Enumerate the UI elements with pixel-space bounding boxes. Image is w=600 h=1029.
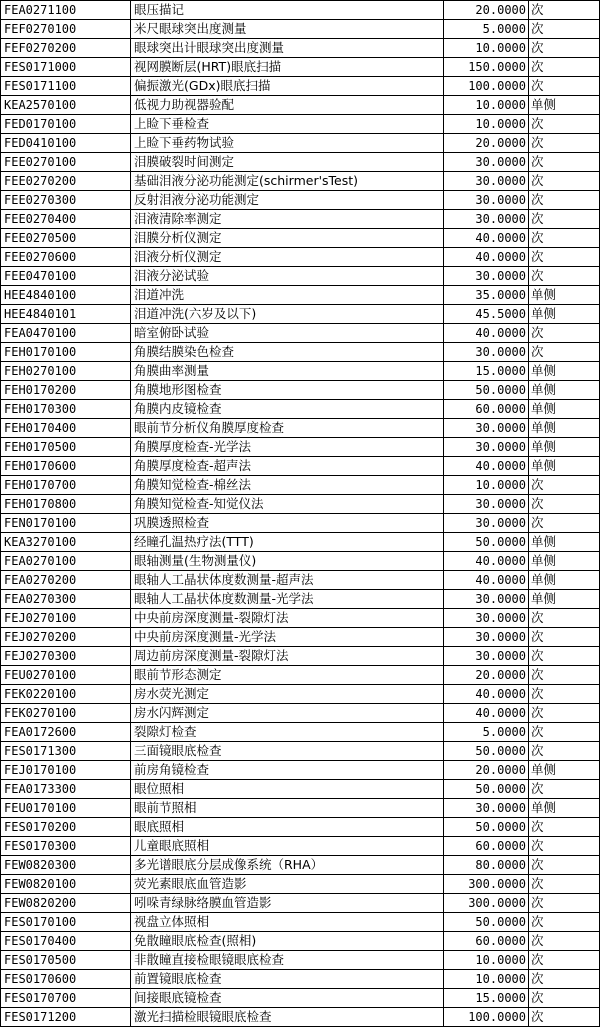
- item-price-cell: 40.0000: [444, 552, 529, 571]
- item-name-cell: 泪液分析仪测定: [131, 248, 444, 267]
- item-code-cell: FEA0470100: [1, 324, 131, 343]
- table-row: [1, 647, 600, 666]
- item-unit-cell: 次: [529, 495, 600, 514]
- table-row: [1, 248, 600, 267]
- table-row: [1, 229, 600, 248]
- item-unit-cell: 次: [529, 685, 600, 704]
- table-row: [1, 590, 600, 609]
- item-unit-cell: 次: [529, 856, 600, 875]
- item-code-cell: FEH0170600: [1, 457, 131, 476]
- item-price-cell: 5.0000: [444, 723, 529, 742]
- item-unit-cell: 次: [529, 324, 600, 343]
- item-name-cell: 上睑下垂药物试验: [131, 134, 444, 153]
- item-price-cell: 10.0000: [444, 970, 529, 989]
- item-code-cell: FES0170400: [1, 932, 131, 951]
- table-row: [1, 400, 600, 419]
- item-price-cell: 50.0000: [444, 381, 529, 400]
- table-row: [1, 438, 600, 457]
- item-code-cell: FES0171300: [1, 742, 131, 761]
- item-price-cell: 100.0000: [444, 77, 529, 96]
- item-code-cell: FEK0270100: [1, 704, 131, 723]
- table-row: [1, 381, 600, 400]
- item-price-cell: 40.0000: [444, 704, 529, 723]
- table-row: [1, 191, 600, 210]
- item-name-cell: 经瞳孔温热疗法(TTT): [131, 533, 444, 552]
- item-price-cell: 15.0000: [444, 989, 529, 1008]
- item-price-cell: 10.0000: [444, 39, 529, 58]
- item-unit-cell: 单侧: [529, 362, 600, 381]
- item-name-cell: 基础泪液分泌功能测定(schirmer'sTest): [131, 172, 444, 191]
- item-price-cell: 10.0000: [444, 115, 529, 134]
- table-row: [1, 533, 600, 552]
- item-unit-cell: 单侧: [529, 286, 600, 305]
- item-name-cell: 眼底照相: [131, 818, 444, 837]
- item-name-cell: 裂隙灯检查: [131, 723, 444, 742]
- table-row: [1, 514, 600, 533]
- table-row: [1, 856, 600, 875]
- item-unit-cell: 次: [529, 742, 600, 761]
- item-name-cell: 前房角镜检查: [131, 761, 444, 780]
- table-row: [1, 305, 600, 324]
- item-code-cell: FEJ0270100: [1, 609, 131, 628]
- table-row: [1, 837, 600, 856]
- item-unit-cell: 次: [529, 115, 600, 134]
- item-price-cell: 40.0000: [444, 229, 529, 248]
- item-price-cell: 45.5000: [444, 305, 529, 324]
- table-row: [1, 818, 600, 837]
- item-name-cell: 泪道冲洗(六岁及以下): [131, 305, 444, 324]
- item-name-cell: 间接眼底镜检查: [131, 989, 444, 1008]
- item-price-cell: 10.0000: [444, 476, 529, 495]
- item-name-cell: 眼位照相: [131, 780, 444, 799]
- table-row: [1, 96, 600, 115]
- item-code-cell: KEA2570100: [1, 96, 131, 115]
- item-unit-cell: 次: [529, 875, 600, 894]
- item-price-cell: 50.0000: [444, 780, 529, 799]
- item-name-cell: 角膜知觉检查-知觉仪法: [131, 495, 444, 514]
- item-unit-cell: 次: [529, 476, 600, 495]
- item-name-cell: 眼轴人工晶状体度数测量-光学法: [131, 590, 444, 609]
- table-row: [1, 989, 600, 1008]
- table-row: [1, 324, 600, 343]
- table-row: [1, 780, 600, 799]
- item-unit-cell: 次: [529, 1, 600, 20]
- item-unit-cell: 单侧: [529, 457, 600, 476]
- table-row: [1, 742, 600, 761]
- table-row: [1, 951, 600, 970]
- item-name-cell: 中央前房深度测量-裂隙灯法: [131, 609, 444, 628]
- item-code-cell: HEE4840101: [1, 305, 131, 324]
- table-row: [1, 153, 600, 172]
- item-code-cell: FEW0820200: [1, 894, 131, 913]
- item-code-cell: FEH0170100: [1, 343, 131, 362]
- item-code-cell: FEH0170700: [1, 476, 131, 495]
- table-row: [1, 286, 600, 305]
- item-name-cell: 暗室俯卧试验: [131, 324, 444, 343]
- item-unit-cell: 单侧: [529, 400, 600, 419]
- table-row: [1, 761, 600, 780]
- table-row: [1, 210, 600, 229]
- item-unit-cell: 次: [529, 609, 600, 628]
- item-code-cell: FEJ0270300: [1, 647, 131, 666]
- table-row: [1, 609, 600, 628]
- item-price-cell: 50.0000: [444, 818, 529, 837]
- item-name-cell: 眼轴人工晶状体度数测量-超声法: [131, 571, 444, 590]
- item-unit-cell: 次: [529, 894, 600, 913]
- item-name-cell: 泪膜分析仪测定: [131, 229, 444, 248]
- item-name-cell: 角膜曲率测量: [131, 362, 444, 381]
- item-code-cell: FEJ0270200: [1, 628, 131, 647]
- item-name-cell: 眼轴测量(生物测量仪): [131, 552, 444, 571]
- item-price-cell: 300.0000: [444, 875, 529, 894]
- item-price-cell: 30.0000: [444, 210, 529, 229]
- item-unit-cell: 次: [529, 704, 600, 723]
- item-name-cell: 泪液清除率测定: [131, 210, 444, 229]
- item-unit-cell: 次: [529, 932, 600, 951]
- item-name-cell: 眼球突出计眼球突出度测量: [131, 39, 444, 58]
- table-row: [1, 172, 600, 191]
- item-code-cell: FEA0271100: [1, 1, 131, 20]
- item-unit-cell: 次: [529, 210, 600, 229]
- item-name-cell: 角膜知觉检查-棉丝法: [131, 476, 444, 495]
- item-code-cell: FEH0270100: [1, 362, 131, 381]
- item-unit-cell: 次: [529, 267, 600, 286]
- item-unit-cell: 次: [529, 818, 600, 837]
- item-price-cell: 30.0000: [444, 172, 529, 191]
- item-price-cell: 30.0000: [444, 267, 529, 286]
- item-price-cell: 30.0000: [444, 419, 529, 438]
- item-code-cell: FES0171100: [1, 77, 131, 96]
- table-row: [1, 134, 600, 153]
- item-name-cell: 角膜内皮镜检查: [131, 400, 444, 419]
- item-code-cell: FEN0170100: [1, 514, 131, 533]
- item-price-cell: 50.0000: [444, 742, 529, 761]
- item-unit-cell: 单侧: [529, 381, 600, 400]
- item-unit-cell: 单侧: [529, 438, 600, 457]
- item-unit-cell: 次: [529, 970, 600, 989]
- item-unit-cell: 次: [529, 837, 600, 856]
- item-price-cell: 100.0000: [444, 1008, 529, 1027]
- item-price-cell: 30.0000: [444, 514, 529, 533]
- item-price-cell: 20.0000: [444, 134, 529, 153]
- item-price-cell: 30.0000: [444, 647, 529, 666]
- item-name-cell: 偏振激光(GDx)眼底扫描: [131, 77, 444, 96]
- table-row: [1, 571, 600, 590]
- table-row: [1, 115, 600, 134]
- table-row: [1, 685, 600, 704]
- table-row: [1, 267, 600, 286]
- item-code-cell: FEH0170800: [1, 495, 131, 514]
- item-name-cell: 上睑下垂检查: [131, 115, 444, 134]
- item-code-cell: FES0170300: [1, 837, 131, 856]
- item-unit-cell: 次: [529, 514, 600, 533]
- item-name-cell: 米尺眼球突出度测量: [131, 20, 444, 39]
- item-code-cell: FEA0172600: [1, 723, 131, 742]
- item-code-cell: FES0170700: [1, 989, 131, 1008]
- item-name-cell: 眼压描记: [131, 1, 444, 20]
- item-code-cell: FES0170200: [1, 818, 131, 837]
- item-unit-cell: 次: [529, 1008, 600, 1027]
- table-row: [1, 77, 600, 96]
- item-code-cell: FEF0270200: [1, 39, 131, 58]
- item-code-cell: FEE0270600: [1, 248, 131, 267]
- item-code-cell: FES0170600: [1, 970, 131, 989]
- item-code-cell: FEH0170500: [1, 438, 131, 457]
- item-name-cell: 荧光素眼底血管造影: [131, 875, 444, 894]
- item-price-cell: 30.0000: [444, 590, 529, 609]
- table-row: [1, 666, 600, 685]
- item-unit-cell: 次: [529, 647, 600, 666]
- item-name-cell: 前置镜眼底检查: [131, 970, 444, 989]
- table-row: [1, 932, 600, 951]
- item-code-cell: FEE0270500: [1, 229, 131, 248]
- item-name-cell: 激光扫描检眼镜眼底检查: [131, 1008, 444, 1027]
- item-unit-cell: 单侧: [529, 799, 600, 818]
- table-row: [1, 628, 600, 647]
- table-row: [1, 799, 600, 818]
- item-code-cell: FEA0270100: [1, 552, 131, 571]
- item-unit-cell: 单侧: [529, 590, 600, 609]
- item-unit-cell: 次: [529, 628, 600, 647]
- item-price-cell: 20.0000: [444, 761, 529, 780]
- item-price-cell: 50.0000: [444, 533, 529, 552]
- item-price-cell: 80.0000: [444, 856, 529, 875]
- item-unit-cell: 次: [529, 39, 600, 58]
- item-price-cell: 30.0000: [444, 343, 529, 362]
- item-name-cell: 非散瞳直接检眼镜眼底检查: [131, 951, 444, 970]
- item-price-cell: 40.0000: [444, 571, 529, 590]
- item-name-cell: 眼前节形态测定: [131, 666, 444, 685]
- table-row: [1, 875, 600, 894]
- item-name-cell: 泪膜破裂时间测定: [131, 153, 444, 172]
- price-table-body: [1, 1, 600, 1027]
- item-price-cell: 20.0000: [444, 1, 529, 20]
- item-name-cell: 眼前节分析仪角膜厚度检查: [131, 419, 444, 438]
- item-price-cell: 30.0000: [444, 438, 529, 457]
- item-price-cell: 15.0000: [444, 362, 529, 381]
- table-row: [1, 552, 600, 571]
- table-row: [1, 58, 600, 77]
- table-row: [1, 362, 600, 381]
- item-code-cell: FEJ0170100: [1, 761, 131, 780]
- item-unit-cell: 单侧: [529, 419, 600, 438]
- table-row: [1, 20, 600, 39]
- item-code-cell: FES0170100: [1, 913, 131, 932]
- item-name-cell: 角膜厚度检查-光学法: [131, 438, 444, 457]
- item-unit-cell: 次: [529, 723, 600, 742]
- item-name-cell: 巩膜透照检查: [131, 514, 444, 533]
- item-unit-cell: 次: [529, 172, 600, 191]
- item-price-cell: 40.0000: [444, 685, 529, 704]
- table-row: [1, 343, 600, 362]
- item-unit-cell: 次: [529, 191, 600, 210]
- item-name-cell: 免散瞳眼底检查(照相): [131, 932, 444, 951]
- item-price-cell: 20.0000: [444, 666, 529, 685]
- item-price-cell: 40.0000: [444, 248, 529, 267]
- item-price-cell: 30.0000: [444, 799, 529, 818]
- item-price-cell: 300.0000: [444, 894, 529, 913]
- item-code-cell: FEK0220100: [1, 685, 131, 704]
- item-unit-cell: 次: [529, 780, 600, 799]
- item-price-cell: 60.0000: [444, 837, 529, 856]
- item-price-cell: 35.0000: [444, 286, 529, 305]
- item-name-cell: 儿童眼底照相: [131, 837, 444, 856]
- item-unit-cell: 单侧: [529, 305, 600, 324]
- item-price-cell: 10.0000: [444, 96, 529, 115]
- item-name-cell: 角膜厚度检查-超声法: [131, 457, 444, 476]
- item-name-cell: 房水闪辉测定: [131, 704, 444, 723]
- item-code-cell: FEW0820300: [1, 856, 131, 875]
- item-price-cell: 30.0000: [444, 628, 529, 647]
- item-code-cell: FEF0270100: [1, 20, 131, 39]
- item-code-cell: FEE0270100: [1, 153, 131, 172]
- item-code-cell: FED0170100: [1, 115, 131, 134]
- item-name-cell: 中央前房深度测量-光学法: [131, 628, 444, 647]
- item-unit-cell: 单侧: [529, 571, 600, 590]
- item-unit-cell: 次: [529, 913, 600, 932]
- table-row: [1, 457, 600, 476]
- item-unit-cell: 次: [529, 229, 600, 248]
- table-row: [1, 39, 600, 58]
- item-unit-cell: 次: [529, 134, 600, 153]
- item-price-cell: 40.0000: [444, 324, 529, 343]
- table-row: [1, 913, 600, 932]
- item-price-cell: 60.0000: [444, 400, 529, 419]
- item-price-cell: 10.0000: [444, 951, 529, 970]
- item-name-cell: 三面镜眼底检查: [131, 742, 444, 761]
- item-name-cell: 角膜地形图检查: [131, 381, 444, 400]
- item-price-cell: 30.0000: [444, 609, 529, 628]
- item-unit-cell: 次: [529, 248, 600, 267]
- item-price-cell: 150.0000: [444, 58, 529, 77]
- item-code-cell: FES0171200: [1, 1008, 131, 1027]
- table-row: [1, 723, 600, 742]
- item-code-cell: FEE0270400: [1, 210, 131, 229]
- item-code-cell: FEH0170400: [1, 419, 131, 438]
- item-name-cell: 泪道冲洗: [131, 286, 444, 305]
- table-row: [1, 495, 600, 514]
- item-code-cell: FEA0270200: [1, 571, 131, 590]
- item-code-cell: FEE0270200: [1, 172, 131, 191]
- item-unit-cell: 次: [529, 20, 600, 39]
- item-unit-cell: 单侧: [529, 533, 600, 552]
- item-name-cell: 泪液分泌试验: [131, 267, 444, 286]
- item-code-cell: FEA0270300: [1, 590, 131, 609]
- item-code-cell: HEE4840100: [1, 286, 131, 305]
- item-unit-cell: 次: [529, 989, 600, 1008]
- table-row: [1, 1, 600, 20]
- item-unit-cell: 次: [529, 343, 600, 362]
- item-price-cell: 30.0000: [444, 191, 529, 210]
- item-name-cell: 视网膜断层(HRT)眼底扫描: [131, 58, 444, 77]
- item-name-cell: 反射泪液分泌功能测定: [131, 191, 444, 210]
- item-name-cell: 多光谱眼底分层成像系统（RHA）: [131, 856, 444, 875]
- table-row: [1, 970, 600, 989]
- item-unit-cell: 次: [529, 77, 600, 96]
- item-unit-cell: 次: [529, 666, 600, 685]
- item-name-cell: 低视力助视器验配: [131, 96, 444, 115]
- item-price-cell: 60.0000: [444, 932, 529, 951]
- item-unit-cell: 次: [529, 153, 600, 172]
- item-code-cell: FEE0470100: [1, 267, 131, 286]
- item-code-cell: FEH0170300: [1, 400, 131, 419]
- item-unit-cell: 次: [529, 58, 600, 77]
- table-row: [1, 704, 600, 723]
- item-code-cell: FES0171000: [1, 58, 131, 77]
- item-price-cell: 5.0000: [444, 20, 529, 39]
- item-code-cell: FEA0173300: [1, 780, 131, 799]
- item-code-cell: FED0410100: [1, 134, 131, 153]
- item-unit-cell: 次: [529, 951, 600, 970]
- item-unit-cell: 单侧: [529, 761, 600, 780]
- item-code-cell: FEW0820100: [1, 875, 131, 894]
- item-price-cell: 30.0000: [444, 153, 529, 172]
- item-price-cell: 50.0000: [444, 913, 529, 932]
- item-price-cell: 40.0000: [444, 457, 529, 476]
- item-code-cell: FEU0270100: [1, 666, 131, 685]
- item-code-cell: FES0170500: [1, 951, 131, 970]
- item-unit-cell: 单侧: [529, 552, 600, 571]
- item-unit-cell: 单侧: [529, 96, 600, 115]
- item-name-cell: 眼前节照相: [131, 799, 444, 818]
- item-name-cell: 房水荧光测定: [131, 685, 444, 704]
- item-code-cell: FEE0270300: [1, 191, 131, 210]
- item-price-cell: 30.0000: [444, 495, 529, 514]
- table-row: [1, 1008, 600, 1027]
- item-name-cell: 吲哚青绿脉络膜血管造影: [131, 894, 444, 913]
- item-code-cell: FEH0170200: [1, 381, 131, 400]
- table-row: [1, 419, 600, 438]
- item-code-cell: FEU0170100: [1, 799, 131, 818]
- item-name-cell: 周边前房深度测量-裂隙灯法: [131, 647, 444, 666]
- table-row: [1, 894, 600, 913]
- item-code-cell: KEA3270100: [1, 533, 131, 552]
- item-name-cell: 视盘立体照相: [131, 913, 444, 932]
- item-name-cell: 角膜结膜染色检查: [131, 343, 444, 362]
- table-row: [1, 476, 600, 495]
